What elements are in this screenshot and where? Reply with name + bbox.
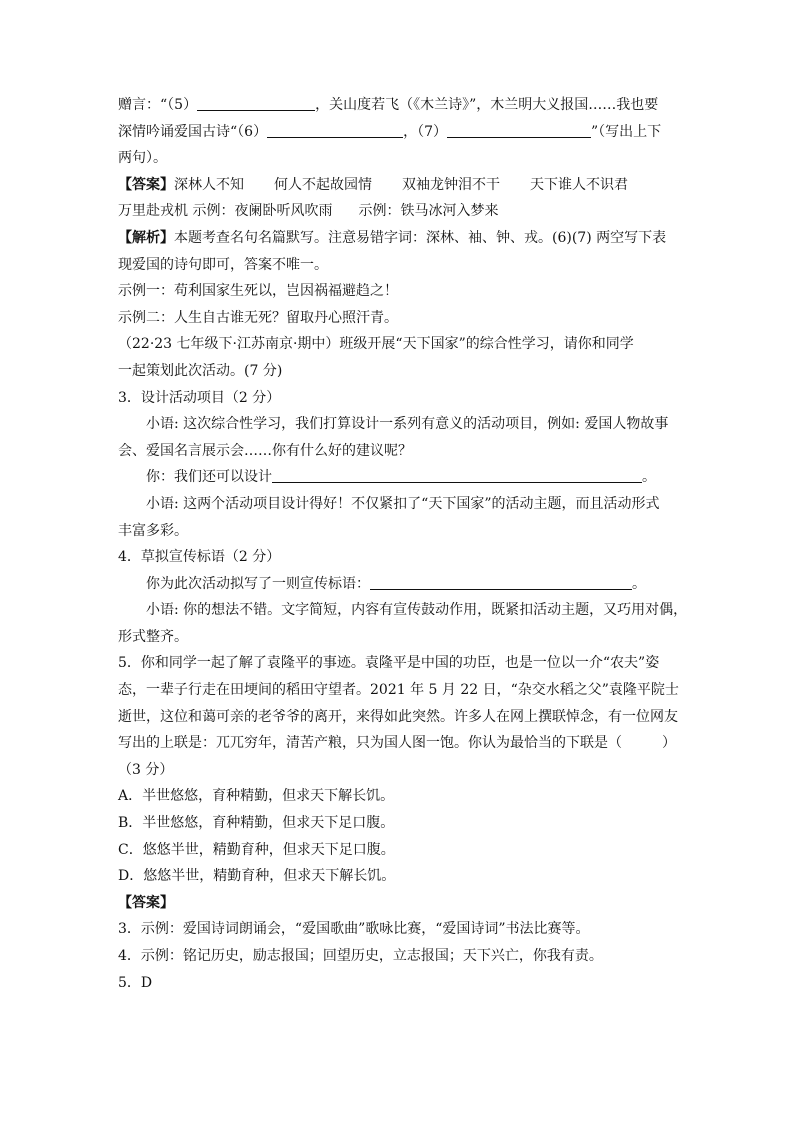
answer1-line-1: [118, 172, 678, 199]
q3-line-1: 小语: 这次综合性学习，我们打算设计一系列有意义的活动项目，例如: 爱国人物故事: [146, 416, 669, 433]
analysis-example-1: 示例一：苟利国家生死以，岂因祸福避趋之！: [118, 283, 398, 300]
source-line-1: （22·23 七年级下·江苏南京·期中）班级开展“天下国家”的综合性学习，请你和同学: [118, 336, 634, 353]
answer-item: 深林人不知: [174, 176, 244, 193]
text: 本题考查名句名篇默写。注意易错字词：深林、袖、钟、戎。(6)(7) 两空写下表: [174, 229, 667, 246]
poem-intro-line-2: [118, 119, 678, 146]
answer-3: 3．示例：爱国诗词朗诵会，“爱国歌曲”歌咏比赛，“爱国诗词”书法比赛等。: [118, 921, 590, 938]
blank-5[interactable]: [197, 96, 315, 111]
text: 写出的上联是：兀兀穷年，清苦产粮，只为国人图一饱。你认为最恰当的下联是（: [118, 735, 622, 752]
analysis-example-2: 示例二：人生自古谁无死？留取丹心照汗青。: [118, 309, 398, 326]
text: ，（7）: [403, 123, 447, 140]
q4-title: 4．草拟宣传标语（2 分）: [118, 549, 281, 566]
text: 你为此次活动拟写了一则宣传标语：: [146, 575, 370, 592]
q4-line-2: 小语: 你的想法不错。文字简短，内容有宣传鼓动作用，既紧扣活动主题，又巧用对偶，: [146, 602, 688, 619]
option-d: D．悠悠半世，精勤育种，但求天下解长饥。: [118, 868, 396, 885]
text: 。: [642, 469, 656, 486]
poem-intro-line-1: [118, 92, 678, 119]
text: ”（写出上下: [591, 123, 662, 140]
analysis-line-2: 现爱国的诗句即可，答案不唯一。: [118, 256, 328, 273]
q3-line-4: 小语: 这两个活动项目设计得好！不仅紧扣了“天下国家”的活动主题，而且活动形式: [146, 495, 660, 512]
source-line-2: 一起策划此次活动。(7 分): [118, 362, 283, 379]
q5-line-4: [118, 730, 678, 757]
text: ）: [662, 735, 676, 752]
answer-item: 双袖龙钟泪不干: [402, 176, 500, 193]
q4-answer-blank[interactable]: [370, 575, 632, 590]
q3-title: 3．设计活动项目（2 分）: [118, 389, 281, 406]
text: 赠言：“（5）: [118, 97, 198, 113]
q3-line-5: 丰富多彩。: [118, 522, 188, 539]
document-page: [118, 92, 688, 996]
text: 深情吟诵爱国古诗“（6）: [118, 123, 268, 140]
text: 。: [632, 575, 646, 592]
answer-item: 天下谁人不识君: [530, 176, 628, 193]
answer-5: 5．D: [118, 974, 153, 991]
blank-7[interactable]: [447, 123, 591, 138]
analysis-line-1: [118, 225, 678, 252]
answer-tag: 【答案】: [118, 176, 174, 193]
q5-line-2: 态，一辈子行走在田埂间的稻田守望者。2021 年 5 月 22 日，“杂交水稻之父”袁隆平院士: [118, 682, 679, 699]
text: ，关山度若飞（《木兰诗》”，木兰明大义报国……我也要: [315, 97, 659, 113]
answer-item: 何人不起故园情: [274, 176, 372, 193]
option-a: A．半世悠悠，育种精勤，但求天下解长饥。: [118, 788, 395, 805]
analysis-tag: 【解析】: [118, 229, 174, 246]
text: 你：我们还可以设计: [146, 469, 272, 486]
q3-line-3: [118, 464, 678, 491]
answer-4: 4．示例：铭记历史，励志报国；回望历史，立志报国；天下兴亡，你我有责。: [118, 948, 603, 964]
answer-item: 万里赴戎机 示例：夜阑卧听风吹雨: [118, 203, 333, 220]
q5-line-3: 逝世，这位和蔼可亲的老爷爷的离开，来得如此突然。许多人在网上撰联悼念，有一位网友: [118, 708, 678, 725]
blank-6[interactable]: [267, 123, 403, 138]
answer1-line-2: [118, 198, 678, 225]
option-c: C．悠悠半世，精勤育种，但求天下足口腹。: [118, 841, 395, 858]
poem-intro-line-3: 两句）。: [118, 150, 167, 167]
q4-line-1: [118, 571, 678, 598]
answer2-tag: 【答案】: [118, 894, 174, 911]
q4-line-3: 形式整齐。: [118, 628, 188, 645]
q3-line-2: 会、爱国名言展示会……你有什么好的建议呢？: [118, 442, 412, 459]
q5-line-1: 5．你和同学一起了解了袁隆平的事迹。袁隆平是中国的功臣，也是一位以一介“农夫”姿: [118, 655, 660, 672]
answer-item: 示例：铁马冰河入梦来: [358, 203, 499, 220]
q3-answer-blank[interactable]: [272, 468, 642, 483]
option-b: B．半世悠悠，育种精勤，但求天下足口腹。: [118, 815, 395, 832]
q5-line-5: （3 分）: [118, 761, 174, 778]
